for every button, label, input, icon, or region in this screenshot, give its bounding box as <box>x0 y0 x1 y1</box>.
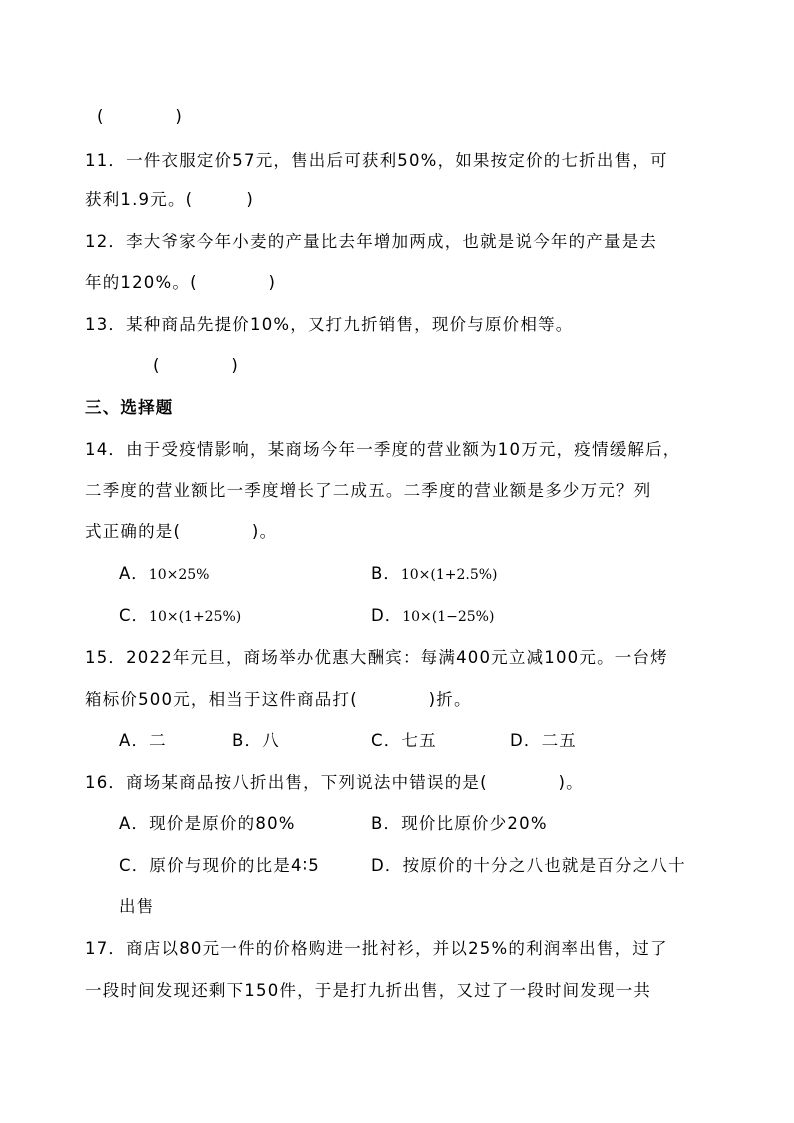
question-14-line-1: 14．由于受疫情影响，某商场今年一季度的营业额为10万元，疫情缓解后， <box>85 440 681 459</box>
q16-option-c: C．原价与现价的比是4∶5 <box>119 856 320 875</box>
option-label: A． <box>119 564 149 583</box>
question-14-line-3: 式正确的是( )。 <box>85 522 278 541</box>
option-label: C． <box>119 606 150 625</box>
question-11-line-1: 11．一件衣服定价57元，售出后可获利50%，如果按定价的七折出售，可 <box>85 151 668 170</box>
q16-option-d-continued: 出售 <box>119 897 155 916</box>
option-expression: 10×(1−25%) <box>402 609 495 625</box>
q15-option-b: B．八 <box>232 731 280 750</box>
question-15-line-1: 15．2022年元旦，商场举办优惠大酬宾：每满400元立减100元。一台烤 <box>85 648 668 667</box>
question-17-line-1: 17．商店以80元一件的价格购进一批衬衫，并以25%的利润率出售，过了 <box>85 939 668 958</box>
question-11-line-2: 获利1.9元。( ) <box>85 190 255 209</box>
q15-option-d: D．二五 <box>510 731 578 750</box>
option-expression: 10×(1+25%) <box>149 609 242 625</box>
option-expression: 10×25% <box>148 567 210 583</box>
section-heading-choice: 三、选择题 <box>85 398 174 417</box>
q14-option-d <box>371 605 494 628</box>
question-14-line-2: 二季度的营业额比一季度增长了二成五。二季度的营业额是多少万元？列 <box>85 481 652 500</box>
question-13-line-1: 13．某种商品先提价10%，又打九折销售，现价与原价相等。 <box>85 315 574 334</box>
q16-option-d: D．按原价的十分之八也就是百分之八十 <box>371 856 686 875</box>
question-17-line-2: 一段时间发现还剩下150件，于是打九折出售，又过了一段时间发现一共 <box>85 981 652 1000</box>
option-expression: 10×(1+2.5%) <box>400 567 498 583</box>
question-12-line-1: 12．李大爷家今年小麦的产量比去年增加两成，也就是说今年的产量是去 <box>85 232 658 251</box>
option-label: B． <box>371 564 401 583</box>
q16-option-b: B．现价比原价少20% <box>371 814 548 833</box>
question-12-line-2: 年的120%。( ) <box>85 273 277 292</box>
q16-option-a: A．现价是原价的80% <box>119 814 296 833</box>
q15-option-c: C．七五 <box>371 731 437 750</box>
q14-option-b <box>371 563 498 586</box>
option-label: D． <box>371 606 403 625</box>
question-13-line-2: ( ) <box>153 356 240 375</box>
question-15-line-2: 箱标价500元，相当于这件商品打( )折。 <box>85 690 472 709</box>
q14-option-a <box>119 563 209 586</box>
question-16-line-1: 16．商场某商品按八折出售，下列说法中错误的是( )。 <box>85 773 584 792</box>
q14-option-c <box>119 605 241 628</box>
answer-blank-q10: ( ) <box>97 107 184 126</box>
q15-option-a: A．二 <box>119 731 167 750</box>
